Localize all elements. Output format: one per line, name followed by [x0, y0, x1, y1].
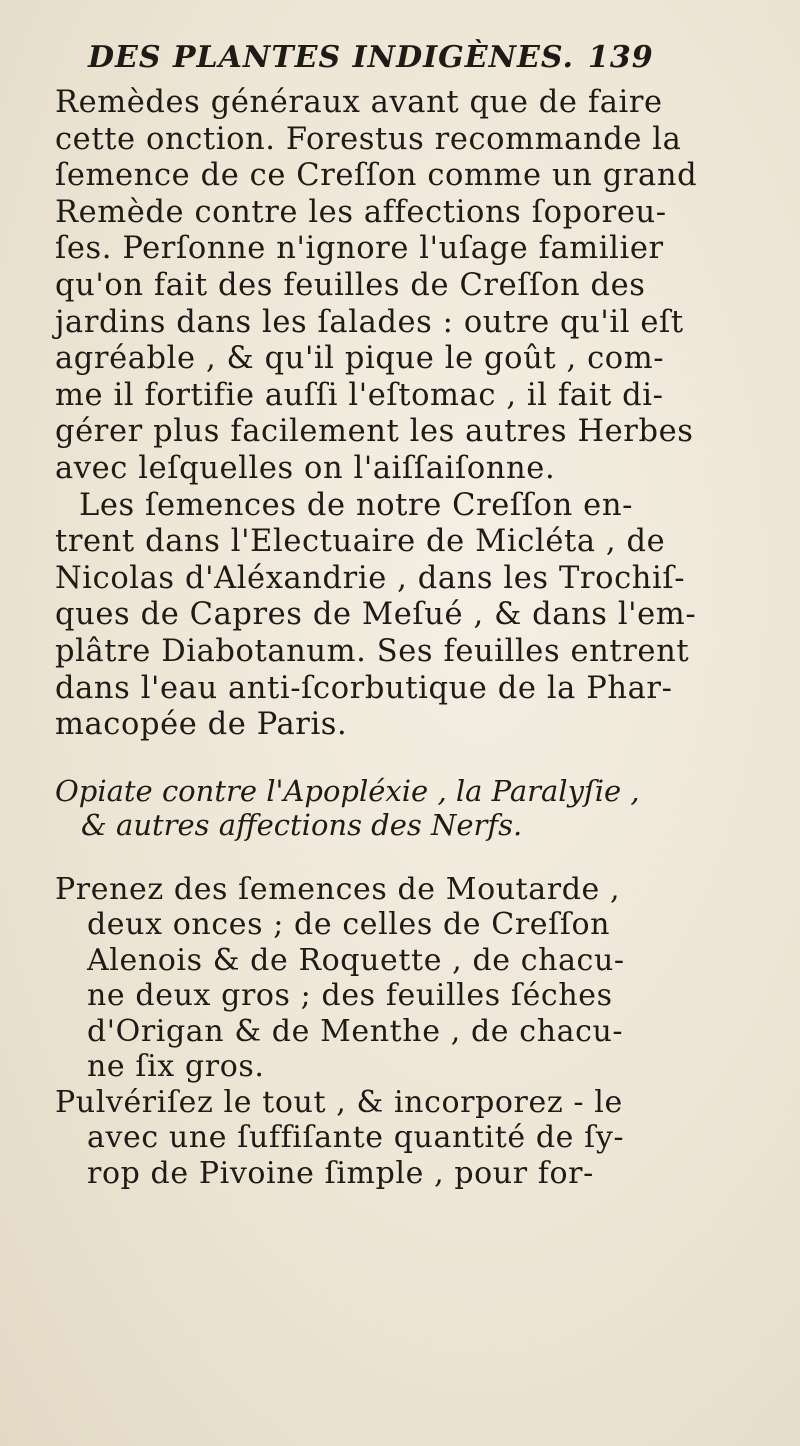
- recipe-line: deux onces ; de celles de Creſſon: [87, 907, 611, 943]
- recipe-title-line: & autres affections des Nerfs.: [81, 807, 523, 842]
- text-line: gérer plus facilement les autres Herbes: [55, 414, 694, 450]
- text-line: plâtre Diabotanum. Ses feuilles entrent: [55, 633, 690, 669]
- recipe-line: Pulvériſez le tout , & incorporez - le: [55, 1084, 623, 1120]
- text-line: ſemence de ce Creſſon comme un grand: [55, 158, 698, 194]
- recipe-title: [55, 774, 655, 842]
- recipe-line: ne ſix gros.: [87, 1049, 265, 1085]
- recipe-title-line: Opiate contre l'Apopléxie , la Paralyſie ,: [55, 773, 640, 808]
- text-line: qu'on fait des feuilles de Creſſon des: [55, 267, 646, 303]
- page-number: 139: [587, 40, 654, 75]
- text-line: agréable , & qu'il pique le goût , com-: [55, 341, 665, 377]
- text-line: ſes. Perſonne n'ignore l'uſage familier: [55, 231, 664, 267]
- recipe-line: ne deux gros ; des feuilles ſéches: [87, 978, 613, 1014]
- text-line: Nicolas d'Aléxandrie , dans les Trochiſ-: [55, 560, 686, 596]
- paragraph-2: [55, 487, 697, 744]
- page-text: [55, 85, 698, 1191]
- recipe-line: rop de Pivoine ſimple , pour for-: [87, 1155, 594, 1191]
- text-line: trent dans l'Electuaire de Micléta , de: [55, 524, 666, 560]
- text-line: cette onction. Forestus recommande la: [55, 121, 682, 157]
- paragraph-1: [55, 85, 698, 488]
- running-header: [88, 40, 668, 75]
- running-title: DES PLANTES INDIGÈNES.: [88, 40, 574, 75]
- recipe-line: avec une ſuffiſante quantité de ſy-: [87, 1120, 625, 1156]
- recipe-method: [55, 1085, 655, 1192]
- text-line: Remède contre les affections ſoporeu-: [55, 194, 667, 230]
- text-line: me il fortifie auſſi l'eſtomac , il fait di-: [55, 377, 664, 413]
- recipe-line: Alenois & de Roquette , de chacu-: [87, 942, 625, 978]
- recipe-line: d'Origan & de Menthe , de chacu-: [87, 1013, 624, 1049]
- text-line: Remèdes généraux avant que de faire: [55, 85, 663, 120]
- text-line: ques de Capres de Meſué , & dans l'em-: [55, 597, 697, 633]
- text-line: Les ſemences de notre Creſſon en-: [79, 487, 633, 523]
- text-line: jardins dans les ſalades : outre qu'il eſt: [55, 304, 684, 340]
- text-line: avec leſquelles on l'aiſſaiſonne.: [55, 450, 556, 486]
- recipe-ingredients: [55, 872, 655, 1085]
- text-line: macopée de Paris.: [55, 707, 348, 743]
- text-line: dans l'eau anti-ſcorbutique de la Phar-: [55, 670, 673, 706]
- recipe-line: Prenez des ſemences de Moutarde ,: [55, 871, 621, 907]
